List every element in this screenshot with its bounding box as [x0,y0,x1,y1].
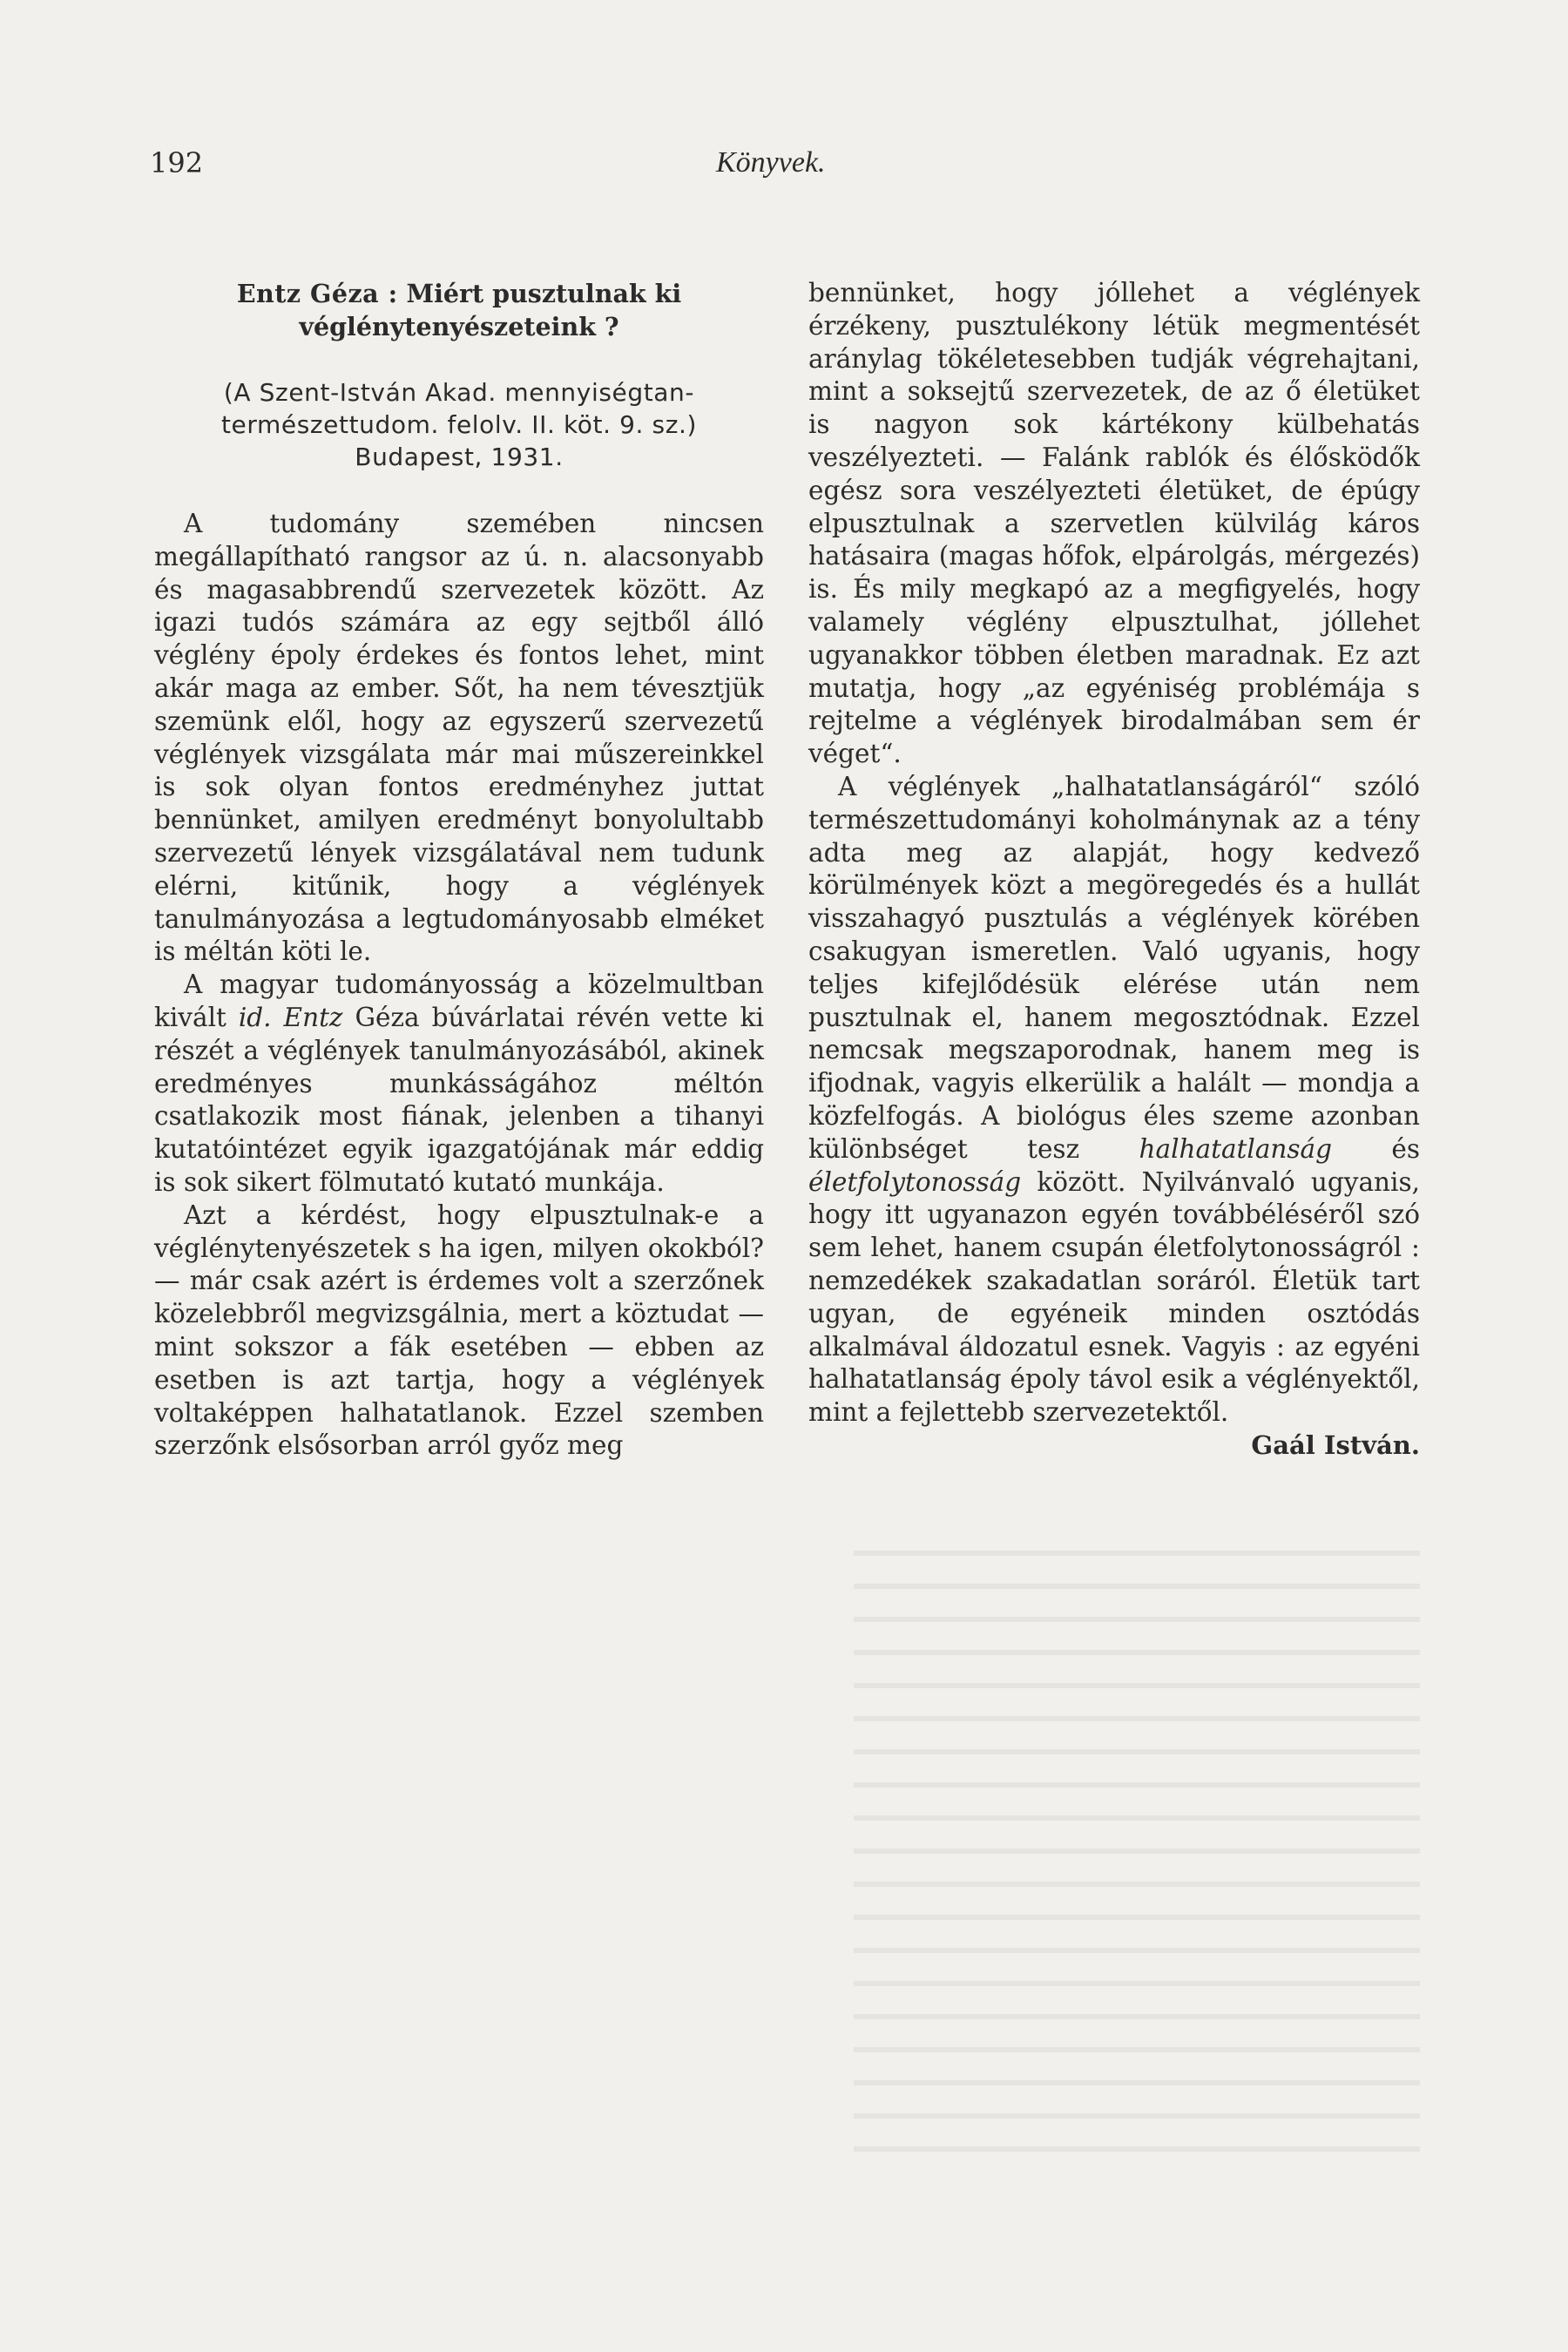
publication-info [154,376,764,473]
review-title-line2: véglénytenyészeteink ? [299,312,619,341]
reviewer-signature: Gaál István. [1251,1429,1420,1460]
review-heading-line1 [154,277,764,310]
running-title: Könyvek. [716,146,826,179]
right-column [808,277,1420,1463]
page-header [150,146,1422,190]
publication-line2: természettudom. felolv. II. köt. 9. sz.) [220,410,698,439]
right-paragraph-2-italic-halhatatlansag: halhatatlanság [1139,1133,1333,1164]
review-heading [154,277,764,343]
page-number: 192 [150,146,204,179]
right-paragraph-2-italic-eletfolytonossag: életfolytonosság [808,1166,1022,1197]
publication-line3: Budapest, 1931. [355,443,564,471]
review-author: Entz Géza : [236,279,398,308]
publication-line1: (A Szent-István Akad. mennyiségtan- [223,378,695,407]
left-paragraph-1: A tudomány szemében nincsen megállapítható rangsor az ú. n. alacsonyabb és magasabbrendű szervezetek között. Az igazi tudós számára az egy sejtből álló véglény époly érdekes és fontos lehet, mint akár maga az ember. Sőt, ha nem tévesztjük szemünk elől, hogy az egyszerű szervezetű véglények vizsgálata már mai műszereinkkel is sok olyan fontos eredményhez juttat bennünket, amilyen eredményt bonyolultabb szervezetű lények vizsgálatával nem tudunk elérni, kitűnik, hogy a véglények tanulmányozása a legtudományosabb elméket is méltán köti le. [154,509,764,967]
left-paragraph-2-italic-entz: Entz [283,1002,343,1032]
right-paragraph-2-text-mid: és [1332,1133,1420,1164]
left-paragraph-2-text-b: Géza búvárlatai révén vette ki részét a véglények tanulmányozásából, akinek eredményes munkásságához méltón csatlakozik most fiának, jelenben a tihanyi kutatóintézet egyik igazgatójának már eddig is sok sikert fölmutató kutató munkája. [154,1002,764,1197]
left-column [154,277,764,1463]
left-paragraph-3: Azt a kérdést, hogy elpusztulnak-e a véglénytenyészetek s ha igen, milyen okokból? — már csak azért is érdemes volt a szerzőnek közelebbről megvizsgálnia, mert a köztudat — mint sokszor a fák esetében — ebben az esetben is azt tartja, hogy a véglények voltaképpen halhatatlanok. Ezzel szemben szerzőnk elsősorban arról győz meg [154,1200,764,1461]
left-paragraph-2-space [272,1003,284,1032]
show-through-texture [854,1551,1420,2160]
right-paragraph-1: bennünket, hogy jóllehet a véglények érzékeny, pusztulékony létük megmentését aránylag tökéletesebben tudják végrehajtani, mint a soksejtű szervezetek, de az ő életüket is nagyon sok kártékony külbehatás veszélyezteti. — Falánk rablók és élősködők egész sora veszélyezteti életüket, de épúgy elpusztulnak a szervetlen külvilág káros hatásaira (magas hőfok, elpárolgás, mérgezés) is. És mily megkapó az a megfigyelés, hogy valamely véglény elpusztulhat, jóllehet ugyanakkor többen életben maradnak. Ez azt mutatja, hogy „az egyéniség problémája s rejtelme a véglények birodalmában sem ér véget“. [808,278,1420,769]
right-paragraph-2-text-b: között. Nyilvánvaló ugyanis, hogy itt ugyanazon egyén továbbéléséről szó sem lehet, hanem csupán életfolytonosságról : nemzedékek szakadatlan soráról. Életük tart ugyan, de egyéneik minden osztódás alkalmával áldozatul esnek. Vagyis : az egyéni halhatatlanság époly távol esik a véglényektől, mint a fejlettebb szervezetektől. [808,1166,1420,1428]
right-paragraph-2-text-a: A véglények „halhatatlanságáról“ szóló természettudományi koholmánynak az a tény adta meg az alapját, hogy kedvező körülmények közt a megöregedés és a hullát visszahagyó pusztulás a véglények körében csakugyan ismeretlen. Való ugyanis, hogy teljes kifejlődésük elérése után nem pusztulnak el, hanem megosztódnak. Ezzel nemcsak megszaporodnak, hanem meg is ifjodnak, vagyis elkerülik a halált — mondja a közfelfogás. A biológus éles szeme azonban különbséget tesz [808,771,1420,1164]
right-paragraph-2 [808,771,1420,1429]
left-paragraph-2-text-a: A magyar tudományosság a közelmultban kivált [154,970,764,1032]
left-paragraph-2-italic-id: id. [238,1002,272,1032]
review-title-line1: Miért pusztulnak ki [406,279,682,308]
left-paragraph-2 [154,969,764,1200]
